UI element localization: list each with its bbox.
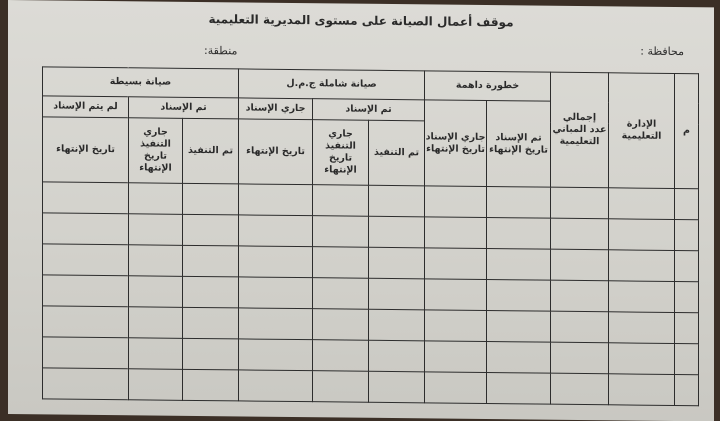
maintenance-table (42, 66, 699, 406)
empty-cell[interactable] (239, 184, 313, 216)
header-danger-group: خطورة داهمة (425, 71, 551, 101)
empty-cell[interactable] (675, 281, 699, 312)
empty-cell[interactable] (609, 343, 675, 375)
empty-cell[interactable] (239, 277, 313, 309)
empty-cell[interactable] (369, 216, 425, 248)
empty-cell[interactable] (609, 312, 675, 344)
empty-cell[interactable] (183, 276, 239, 308)
header-comp-executing: جاري التنفيذ تاريخ الإنتهاء (313, 120, 369, 186)
empty-cell[interactable] (609, 281, 675, 313)
header-comp-pending: جاري الإسناد (239, 98, 313, 120)
header-simple-end-date: تاريخ الإنتهاء (43, 117, 129, 183)
empty-cell[interactable] (425, 186, 487, 218)
empty-cell[interactable] (43, 275, 129, 307)
header-admin: الإدارة التعليمية (609, 73, 675, 189)
empty-cell[interactable] (675, 343, 699, 374)
empty-cell[interactable] (369, 340, 425, 372)
empty-cell[interactable] (313, 309, 369, 341)
empty-cell[interactable] (129, 214, 183, 246)
empty-cell[interactable] (425, 372, 487, 404)
empty-cell[interactable] (425, 279, 487, 311)
empty-cell[interactable] (369, 247, 425, 279)
empty-cell[interactable] (609, 374, 675, 406)
empty-cell[interactable] (183, 245, 239, 277)
empty-cell[interactable] (609, 219, 675, 251)
empty-cell[interactable] (675, 312, 699, 343)
empty-cell[interactable] (183, 214, 239, 246)
empty-cell[interactable] (487, 280, 551, 312)
empty-cell[interactable] (43, 368, 129, 400)
empty-cell[interactable] (43, 213, 129, 245)
empty-cell[interactable] (487, 373, 551, 405)
empty-cell[interactable] (43, 306, 129, 338)
empty-cell[interactable] (129, 276, 183, 308)
empty-cell[interactable] (487, 342, 551, 374)
governorate-label: محافظة : (640, 44, 684, 59)
empty-cell[interactable] (551, 280, 609, 312)
empty-cell[interactable] (183, 338, 239, 370)
header-comp-executed: تم التنفيذ (369, 120, 425, 186)
empty-cell[interactable] (551, 249, 609, 281)
empty-cell[interactable] (369, 309, 425, 341)
empty-cell[interactable] (313, 340, 369, 372)
header-simple-not-assigned: لم يتم الإسناد (43, 96, 129, 118)
empty-cell[interactable] (369, 371, 425, 403)
empty-cell[interactable] (313, 216, 369, 248)
empty-cell[interactable] (129, 338, 183, 370)
empty-cell[interactable] (369, 278, 425, 310)
header-danger-pending: جاري الإسناد تاريخ الإنتهاء (425, 100, 487, 187)
empty-cell[interactable] (487, 187, 551, 219)
empty-cell[interactable] (425, 217, 487, 249)
empty-cell[interactable] (43, 337, 129, 369)
empty-cell[interactable] (239, 370, 313, 402)
empty-cell[interactable] (425, 248, 487, 280)
empty-cell[interactable] (313, 278, 369, 310)
header-simple-executed: تم التنفيذ (183, 118, 239, 184)
empty-cell[interactable] (43, 244, 129, 276)
header-comprehensive-group: صيانة شاملة ج.م.ل (239, 69, 425, 100)
header-simple-executing: جاري التنفيذ تاريخ الإنتهاء (129, 118, 183, 184)
table-body (43, 182, 699, 406)
empty-cell[interactable] (129, 245, 183, 277)
header-comp-end-date: تاريخ الإنتهاء (239, 119, 313, 185)
empty-cell[interactable] (183, 183, 239, 215)
empty-cell[interactable] (551, 342, 609, 374)
empty-cell[interactable] (369, 185, 425, 217)
empty-cell[interactable] (425, 341, 487, 373)
empty-cell[interactable] (183, 307, 239, 339)
empty-cell[interactable] (675, 188, 699, 219)
table-row (43, 368, 699, 406)
empty-cell[interactable] (609, 188, 675, 220)
empty-cell[interactable] (487, 249, 551, 281)
header-simple-group: صيانة بسيطة (43, 67, 239, 98)
empty-cell[interactable] (183, 369, 239, 401)
empty-cell[interactable] (313, 371, 369, 403)
empty-cell[interactable] (239, 246, 313, 278)
document-title: موقف أعمال الصيانة على مستوى المديرية التعليمية (208, 12, 514, 30)
empty-cell[interactable] (129, 307, 183, 339)
empty-cell[interactable] (675, 250, 699, 281)
empty-cell[interactable] (551, 373, 609, 405)
empty-cell[interactable] (239, 308, 313, 340)
region-label: منطقة: (204, 44, 238, 58)
empty-cell[interactable] (239, 339, 313, 371)
header-total-buildings: إجمالي عدد المباني التعليمية (551, 72, 609, 188)
empty-cell[interactable] (239, 215, 313, 247)
empty-cell[interactable] (313, 247, 369, 279)
empty-cell[interactable] (609, 250, 675, 282)
empty-cell[interactable] (675, 219, 699, 250)
empty-cell[interactable] (487, 218, 551, 250)
empty-cell[interactable] (129, 183, 183, 215)
empty-cell[interactable] (551, 218, 609, 250)
empty-cell[interactable] (313, 185, 369, 217)
empty-cell[interactable] (487, 311, 551, 343)
empty-cell[interactable] (43, 182, 129, 214)
header-comp-assigned: تم الإسناد (313, 99, 425, 121)
header-index: م (675, 73, 699, 188)
empty-cell[interactable] (551, 311, 609, 343)
empty-cell[interactable] (425, 310, 487, 342)
header-danger-assigned: تم الإسناد تاريخ الإنتهاء (487, 101, 551, 188)
empty-cell[interactable] (551, 187, 609, 219)
paper-sheet (8, 0, 714, 421)
empty-cell[interactable] (675, 374, 699, 405)
empty-cell[interactable] (129, 369, 183, 401)
header-simple-assigned: تم الإسناد (129, 97, 239, 119)
